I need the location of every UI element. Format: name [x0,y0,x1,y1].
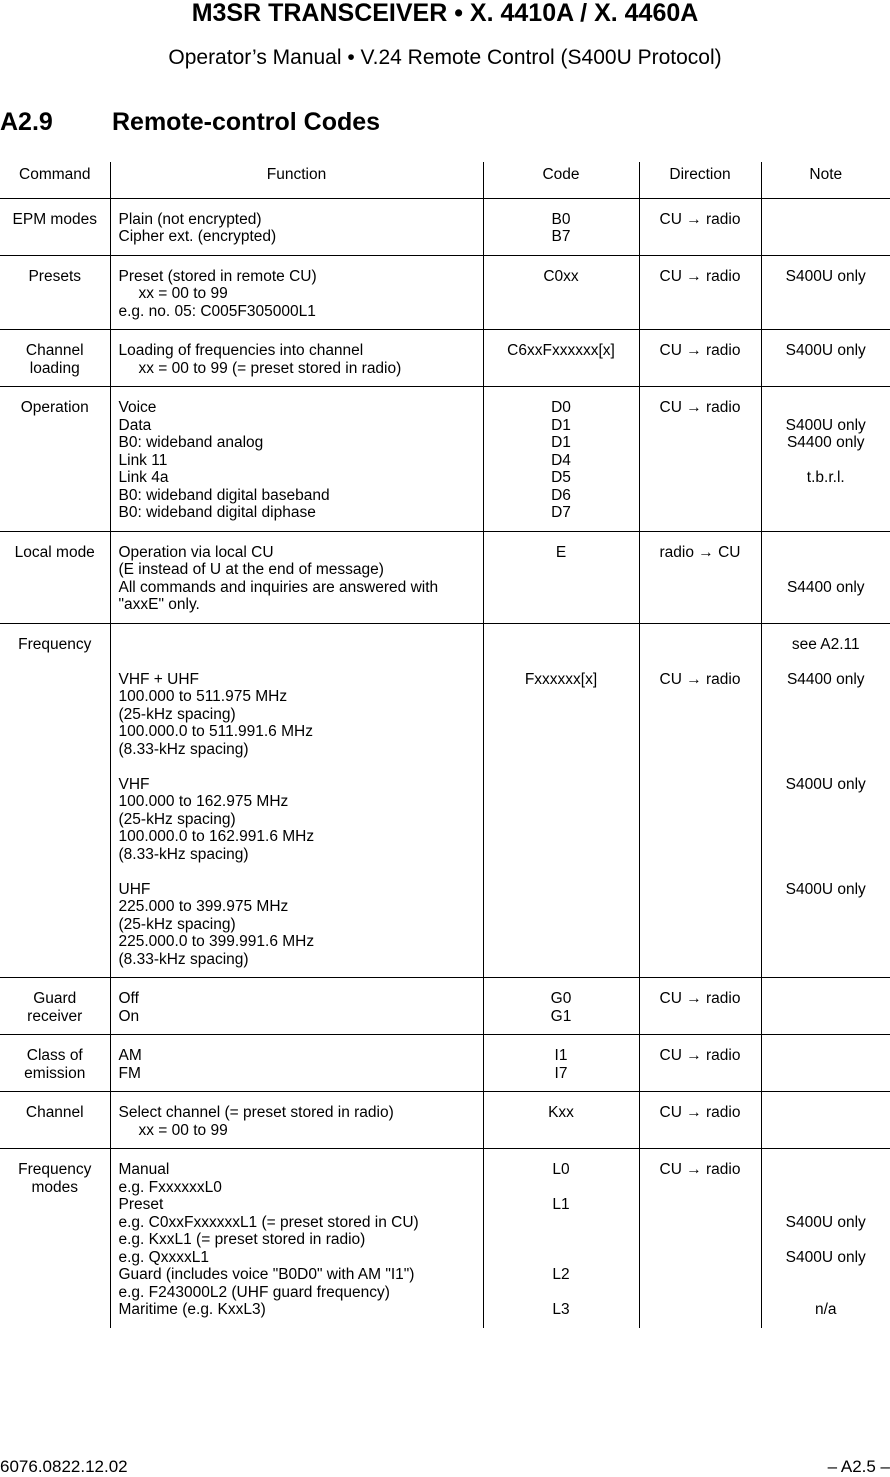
function-cell [110,387,483,532]
table-row [0,330,890,387]
function-cell-line [119,758,483,776]
code-cell-line: L1 [484,1196,639,1214]
code-cell-line [484,1214,639,1232]
note-cell [761,978,890,1035]
command-cell-line: Class of [0,1047,110,1065]
function-cell-line: 100.000.0 to 162.991.6 MHz [119,828,483,846]
command-cell-line: Operation [0,399,110,417]
note-cell-line [762,706,890,724]
note-cell-line [762,793,890,811]
function-cell-line: Preset (stored in remote CU) [119,268,483,286]
command-cell [0,623,110,978]
function-cell-line: All commands and inquiries are answered with [119,579,483,597]
note-cell-line [762,452,890,470]
code-cell [483,1035,639,1092]
command-cell-line: Frequency [0,636,110,654]
code-cell [483,1149,639,1328]
table-row [0,531,890,623]
note-cell-line [762,741,890,759]
note-cell-line [762,544,890,562]
code-cell-line: D1 [484,417,639,435]
table-row [0,255,890,330]
function-cell-line: (25-kHz spacing) [119,916,483,934]
function-cell-line: (E instead of U at the end of message) [119,561,483,579]
function-cell-line: Off [119,990,483,1008]
command-cell [0,255,110,330]
code-cell-line: L3 [484,1301,639,1319]
function-cell-line: Plain (not encrypted) [119,211,483,229]
command-cell-line: emission [0,1065,110,1083]
function-cell-line: 225.000.0 to 399.991.6 MHz [119,933,483,951]
table-row [0,1149,890,1328]
code-cell-line: Fxxxxxx[x] [484,671,639,689]
section-number: A2.9 [0,108,53,136]
code-cell-line: L0 [484,1161,639,1179]
code-cell-line: B0 [484,211,639,229]
function-cell-line: Guard (includes voice "B0D0" with AM "I1") [119,1266,483,1284]
function-cell-line [119,653,483,671]
command-cell [0,198,110,255]
function-cell-line: Maritime (e.g. KxxL3) [119,1301,483,1319]
function-cell-line: (25-kHz spacing) [119,706,483,724]
direction-cell-line: CU → radio [640,1047,761,1065]
note-cell-line: t.b.r.l. [762,469,890,487]
direction-cell [639,387,761,532]
direction-cell-line [640,653,761,671]
command-cell-line: Channel [0,342,110,360]
command-cell-line: loading [0,360,110,378]
function-cell-line: xx = 00 to 99 [119,285,483,303]
page-number: – A2.5 – [828,1457,890,1477]
function-cell-line: VHF + UHF [119,671,483,689]
note-cell-line [762,561,890,579]
function-cell-line: e.g. F243000L2 (UHF guard frequency) [119,1284,483,1302]
function-cell-line: (8.33-kHz spacing) [119,951,483,969]
function-cell-line: Link 4a [119,469,483,487]
code-cell [483,255,639,330]
note-cell-line [762,1179,890,1197]
code-cell-line: B7 [484,228,639,246]
table-row [0,387,890,532]
code-cell-line: D4 [484,452,639,470]
note-cell-line [762,811,890,829]
note-cell [761,531,890,623]
note-cell-line [762,1231,890,1249]
header-function: Function [110,162,483,198]
function-cell-line: e.g. C0xxFxxxxxxL1 (= preset stored in CU) [119,1214,483,1232]
code-cell-line: C6xxFxxxxxx[x] [484,342,639,360]
function-cell-line: FM [119,1065,483,1083]
direction-cell [639,623,761,978]
note-cell-line: S400U only [762,1249,890,1267]
code-cell-line: E [484,544,639,562]
function-cell-line: Preset [119,1196,483,1214]
function-cell-line: 100.000 to 511.975 MHz [119,688,483,706]
note-cell-line [762,723,890,741]
code-cell-line: D7 [484,504,639,522]
function-cell [110,1035,483,1092]
function-cell [110,623,483,978]
direction-cell [639,1092,761,1149]
direction-cell-line [640,636,761,654]
note-cell [761,255,890,330]
code-cell-line: D0 [484,399,639,417]
note-cell-line [762,846,890,864]
command-cell-line: Local mode [0,544,110,562]
note-cell-line: S4400 only [762,671,890,689]
document-title: M3SR TRANSCEIVER • X. 4410A / X. 4460A [0,0,890,26]
note-cell-line [762,1196,890,1214]
code-cell-line: D6 [484,487,639,505]
direction-cell-line: CU → radio [640,1161,761,1179]
function-cell-line: 225.000 to 399.975 MHz [119,898,483,916]
header-command: Command [0,162,110,198]
function-cell-line: B0: wideband digital baseband [119,487,483,505]
function-cell-line: B0: wideband analog [119,434,483,452]
function-cell-line: Select channel (= preset stored in radio) [119,1104,483,1122]
direction-cell-line: CU → radio [640,342,761,360]
note-cell-line [762,828,890,846]
function-cell-line: 100.000 to 162.975 MHz [119,793,483,811]
direction-cell-line: CU → radio [640,671,761,689]
function-cell-line: Voice [119,399,483,417]
command-cell [0,978,110,1035]
code-cell [483,198,639,255]
function-cell-line: Manual [119,1161,483,1179]
command-cell [0,1035,110,1092]
direction-cell [639,1149,761,1328]
direction-cell-line: radio → CU [640,544,761,562]
table-row [0,198,890,255]
function-cell-line: UHF [119,881,483,899]
direction-cell [639,255,761,330]
note-cell-line [762,758,890,776]
function-cell-line [119,863,483,881]
function-cell-line: Loading of frequencies into channel [119,342,483,360]
note-cell-line: S400U only [762,268,890,286]
function-cell-line: (25-kHz spacing) [119,811,483,829]
note-cell [761,623,890,978]
function-cell-line: e.g. no. 05: C005F305000L1 [119,303,483,321]
note-cell-line [762,863,890,881]
code-cell-line: D5 [484,469,639,487]
function-cell [110,1092,483,1149]
function-cell [110,1149,483,1328]
note-cell-line: n/a [762,1301,890,1319]
function-cell-line: "axxE" only. [119,596,483,614]
note-cell [761,387,890,532]
code-cell [483,623,639,978]
header-direction: Direction [639,162,761,198]
direction-cell [639,330,761,387]
note-cell-line: S4400 only [762,434,890,452]
note-cell-line: S400U only [762,1214,890,1232]
function-cell-line: (8.33-kHz spacing) [119,846,483,864]
note-cell-line [762,688,890,706]
function-cell-line: xx = 00 to 99 [119,1122,483,1140]
function-cell-line: Data [119,417,483,435]
function-cell-line: Operation via local CU [119,544,483,562]
code-cell [483,978,639,1035]
note-cell-line [762,1266,890,1284]
function-cell-line: B0: wideband digital diphase [119,504,483,522]
command-cell [0,531,110,623]
note-cell-line [762,1161,890,1179]
direction-cell [639,198,761,255]
note-cell-line: see A2.11 [762,636,890,654]
function-cell-line: (8.33-kHz spacing) [119,741,483,759]
direction-cell [639,1035,761,1092]
direction-cell-line: CU → radio [640,211,761,229]
code-cell-line: Kxx [484,1104,639,1122]
function-cell-line: VHF [119,776,483,794]
direction-cell-line: CU → radio [640,399,761,417]
command-cell [0,330,110,387]
note-cell-line [762,399,890,417]
command-cell-line: Guard [0,990,110,1008]
note-cell-line: S400U only [762,881,890,899]
section-title: Remote-control Codes [112,108,380,136]
table-row [0,978,890,1035]
document-subtitle: Operator’s Manual • V.24 Remote Control (S400U Protocol) [0,45,890,71]
note-cell [761,330,890,387]
code-cell [483,1092,639,1149]
function-cell-line: Cipher ext. (encrypted) [119,228,483,246]
table-row [0,1092,890,1149]
command-cell [0,387,110,532]
function-cell-line [119,636,483,654]
command-cell [0,1092,110,1149]
code-cell-line: G0 [484,990,639,1008]
code-cell-line: G1 [484,1008,639,1026]
function-cell [110,978,483,1035]
command-cell [0,1149,110,1328]
function-cell [110,198,483,255]
table-row [0,623,890,978]
note-cell [761,1149,890,1328]
header-code: Code [483,162,639,198]
table-row [0,1035,890,1092]
function-cell-line: xx = 00 to 99 (= preset stored in radio) [119,360,483,378]
code-cell-line [484,653,639,671]
note-cell-line [762,653,890,671]
direction-cell [639,978,761,1035]
code-cell-line: C0xx [484,268,639,286]
function-cell-line: e.g. KxxL1 (= preset stored in radio) [119,1231,483,1249]
code-cell-line [484,636,639,654]
direction-cell-line: CU → radio [640,1104,761,1122]
code-cell [483,387,639,532]
code-cell-line: I1 [484,1047,639,1065]
note-cell [761,1092,890,1149]
command-cell-line: EPM modes [0,211,110,229]
header-note: Note [761,162,890,198]
doc-number: 6076.0822.12.02 [0,1457,128,1477]
note-cell-line: S400U only [762,342,890,360]
function-cell-line: AM [119,1047,483,1065]
code-cell-line [484,1179,639,1197]
direction-cell [639,531,761,623]
code-cell-line: I7 [484,1065,639,1083]
function-cell [110,531,483,623]
direction-cell-line: CU → radio [640,990,761,1008]
command-cell-line: receiver [0,1008,110,1026]
code-cell-line: L2 [484,1266,639,1284]
note-cell [761,1035,890,1092]
command-cell-line: Channel [0,1104,110,1122]
table-body [0,198,890,1328]
note-cell [761,198,890,255]
code-cell [483,330,639,387]
function-cell-line: e.g. FxxxxxxL0 [119,1179,483,1197]
code-cell-line: D1 [484,434,639,452]
command-cell-line: modes [0,1179,110,1197]
note-cell-line: S400U only [762,776,890,794]
function-cell [110,330,483,387]
code-cell-line [484,1284,639,1302]
code-cell-line [484,1231,639,1249]
function-cell-line: Link 11 [119,452,483,470]
direction-cell-line: CU → radio [640,268,761,286]
command-cell-line: Frequency [0,1161,110,1179]
remote-control-codes-table [0,162,890,1328]
command-cell-line: Presets [0,268,110,286]
code-cell-line [484,1249,639,1267]
note-cell-line: S400U only [762,417,890,435]
note-cell-line [762,1284,890,1302]
function-cell-line: e.g. QxxxxL1 [119,1249,483,1267]
code-cell [483,531,639,623]
function-cell [110,255,483,330]
table-header-row [0,162,890,198]
note-cell-line: S4400 only [762,579,890,597]
function-cell-line: On [119,1008,483,1026]
function-cell-line: 100.000.0 to 511.991.6 MHz [119,723,483,741]
